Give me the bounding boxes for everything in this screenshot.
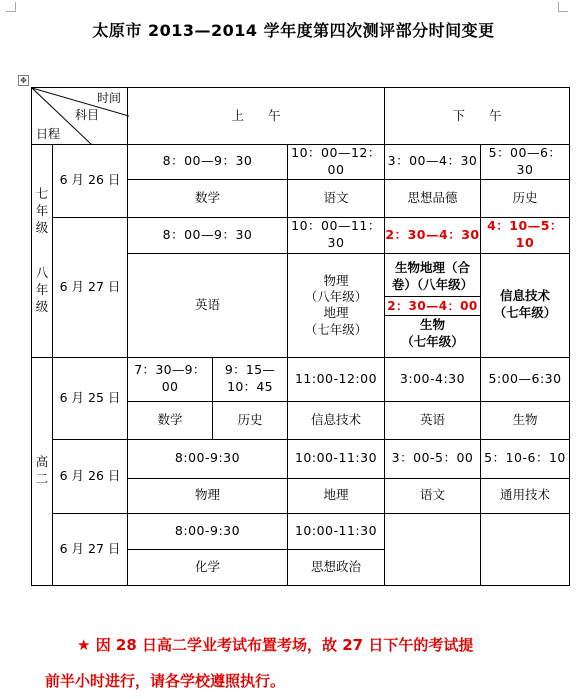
subject-cell: 语文 (385, 478, 481, 513)
time-cell: 10:00-11:30 (288, 513, 385, 549)
notice-line-1: 因 28 日高二学业考试布置考场，故 27 日下午的考试提 (95, 636, 474, 654)
time-cell: 8：00—9：30 (128, 217, 288, 253)
time-cell: 5：10-6：10 (481, 439, 570, 478)
star-icon: ★ (77, 636, 91, 654)
date-cell: 6 月 26 日 (53, 145, 128, 218)
subject-cell: 通用技术 (481, 478, 570, 513)
it-grade-label: （七年级） (493, 305, 557, 321)
corner-subject-label: 科目 (74, 108, 99, 122)
time-cell: 8：00—9：30 (128, 145, 288, 180)
subject-cell: 地理 (288, 478, 385, 513)
grade-8-label: 八年级 (35, 264, 49, 314)
grade-7-label: 七年级 (35, 186, 49, 235)
subject-cell: 历史 (213, 401, 288, 439)
time-cell: 5:00—6:30 (481, 357, 570, 401)
subject-cell: 语文 (288, 179, 385, 217)
physics-geo-cell (288, 253, 385, 357)
grade-78-label (32, 145, 53, 358)
page-corner-mark-left (6, 2, 16, 12)
bio-geo-cell (385, 253, 481, 357)
subject-cell: 化学 (128, 549, 288, 585)
schedule-table (31, 87, 570, 586)
subject-cell: 数学 (128, 401, 213, 439)
subject-cell: 物理 (128, 478, 288, 513)
header-corner-cell (32, 88, 128, 145)
time-cell-changed: 2：30—4：30 (385, 217, 481, 253)
subject-cell: 思想政治 (288, 549, 385, 585)
time-cell: 10：00—12：00 (288, 145, 385, 180)
empty-cell (481, 513, 570, 585)
subject-cell: 英语 (385, 401, 481, 439)
time-cell: 11:00-12:00 (288, 357, 385, 401)
corner-date-label: 日程 (36, 126, 61, 141)
bio-label: 生物 (419, 317, 445, 333)
subject-cell: 历史 (481, 179, 570, 217)
geo-label: 地理 (323, 305, 349, 321)
time-cell: 10：00—11：30 (288, 217, 385, 253)
physics-grade-label: （八年级） (304, 289, 368, 304)
physics-label: 物理 (323, 272, 349, 288)
header-morning: 上午 (128, 88, 385, 145)
bio-time-label: 2：30—4：00 (385, 296, 480, 316)
date-cell: 6 月 26 日 (53, 439, 128, 513)
time-cell: 7：30—9：00 (128, 357, 213, 401)
notice (45, 627, 567, 699)
time-cell: 8:00-9:30 (128, 439, 288, 478)
document-title: 太原市 2013—2014 学年度第四次测评部分时间变更 (92, 21, 495, 40)
time-cell-changed: 4：10—5：10 (481, 217, 570, 253)
bio-grade-label: （七年级） (401, 334, 464, 350)
time-cell: 5：00—6：30 (481, 145, 570, 180)
notice-line-2: 前半小时进行，请各学校遵照执行。 (45, 672, 286, 690)
grade-11-label (32, 357, 53, 585)
it-label: 信息技术 (500, 288, 551, 304)
time-cell: 3：00—4：30 (385, 145, 481, 180)
date-cell: 6 月 27 日 (53, 217, 128, 357)
subject-cell: 英语 (128, 253, 288, 357)
subject-cell: 生物 (481, 401, 570, 439)
date-cell: 6 月 27 日 (53, 513, 128, 585)
subject-cell: 信息技术 (288, 401, 385, 439)
geo-grade-label: （七年级） (304, 321, 368, 337)
grade-11-text: 高二 (35, 454, 49, 487)
it-cell (481, 253, 570, 357)
date-cell: 6 月 25 日 (53, 357, 128, 439)
header-afternoon: 下午 (385, 88, 570, 145)
page-corner-mark-right (558, 2, 568, 12)
move-handle-icon[interactable]: ✥ (18, 75, 29, 86)
time-cell: 9：15—10：45 (213, 357, 288, 401)
time-cell: 3:00-4:30 (385, 357, 481, 401)
time-cell: 3：00-5：00 (385, 439, 481, 478)
subject-cell: 数学 (128, 179, 288, 217)
time-cell: 10:00-11:30 (288, 439, 385, 478)
subject-cell: 思想品德 (385, 179, 481, 217)
corner-time-label: 时间 (96, 91, 121, 105)
empty-cell (385, 513, 481, 585)
bio-geo-label: 生物地理（合卷）（八年级） (391, 260, 474, 293)
time-cell: 8:00-9:30 (128, 513, 288, 549)
